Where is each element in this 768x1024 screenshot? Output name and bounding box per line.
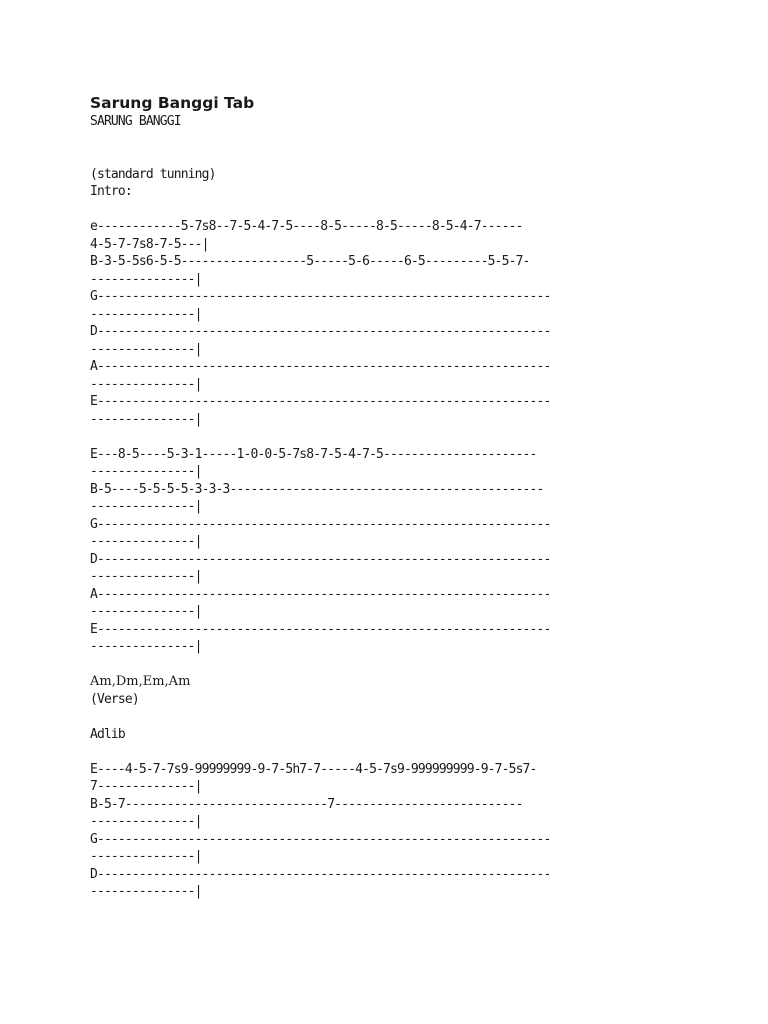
tab-line: G-----------------------------------------------------------------: [90, 516, 551, 532]
tab-line: ---------------|: [90, 849, 202, 864]
tab-line: ---------------|: [90, 884, 202, 899]
intro-tab-block: [90, 218, 730, 428]
section2-tab-block: [90, 446, 730, 656]
document-title: Sarung Banggi Tab: [90, 94, 255, 112]
tab-line: ---------------|: [90, 569, 202, 584]
spacer: [90, 131, 730, 166]
tab-line: A-----------------------------------------------------------------: [90, 586, 551, 602]
adlib-tab-block: [90, 761, 730, 901]
tab-line: E-----------------------------------------------------------------: [90, 394, 551, 409]
spacer: [90, 428, 730, 446]
tab-line: G-----------------------------------------------------------------: [90, 831, 551, 847]
tab-line: A-----------------------------------------------------------------: [90, 359, 551, 374]
adlib-label: Adlib: [90, 726, 125, 742]
tab-line: ---------------|: [90, 464, 202, 479]
tab-line: B-3-5-5s6-5-5------------------5-----5-6-----6-5---------5-5-7-: [90, 254, 530, 269]
tab-line: ---------------|: [90, 604, 202, 619]
song-subtitle: SARUNG BANGGI: [90, 114, 181, 129]
tab-line: E-----------------------------------------------------------------: [90, 621, 551, 637]
tab-line: D-----------------------------------------------------------------: [90, 551, 551, 567]
tuning-note: (standard tunning): [90, 166, 216, 182]
spacer: [90, 201, 730, 219]
tab-line: ---------------|: [90, 534, 202, 549]
tab-line: ---------------|: [90, 814, 202, 829]
tab-line: ---------------|: [90, 639, 202, 654]
tab-line: E---8-5----5-3-1-----1-0-0-5-7s8-7-5-4-7-5----------------------: [90, 446, 537, 462]
tab-line: E----4-5-7-7s9-99999999-9-7-5h7-7-----4-5-7s9-999999999-9-7-5s7-: [90, 761, 537, 777]
tab-line: ---------------|: [90, 411, 202, 427]
intro-label: Intro:: [90, 184, 132, 199]
tab-line: ---------------|: [90, 376, 202, 392]
tab-line: D-----------------------------------------------------------------: [90, 324, 551, 339]
tab-line: B-5-7-----------------------------7---------------------------: [90, 796, 523, 812]
tab-line: B-5----5-5-5-5-3-3-3---------------------------------------------: [90, 481, 544, 497]
tab-line: ---------------|: [90, 341, 202, 357]
tab-line: ---------------|: [90, 271, 202, 287]
tab-line: ---------------|: [90, 306, 202, 322]
spacer: [90, 743, 730, 761]
tab-line: 4-5-7-7s8-7-5---|: [90, 236, 209, 252]
tab-line: G-----------------------------------------------------------------: [90, 289, 551, 304]
tab-line: 7--------------|: [90, 779, 202, 794]
spacer: [90, 656, 730, 674]
tab-line: ---------------|: [90, 499, 202, 514]
tab-line: D-----------------------------------------------------------------: [90, 866, 551, 882]
spacer: [90, 708, 730, 726]
chord-progression: Am,Dm,Em,Am: [90, 674, 191, 689]
tab-line: e------------5-7s8--7-5-4-7-5----8-5-----8-5-----8-5-4-7------: [90, 219, 523, 234]
tab-document: [90, 93, 730, 901]
verse-label: (Verse): [90, 691, 139, 707]
